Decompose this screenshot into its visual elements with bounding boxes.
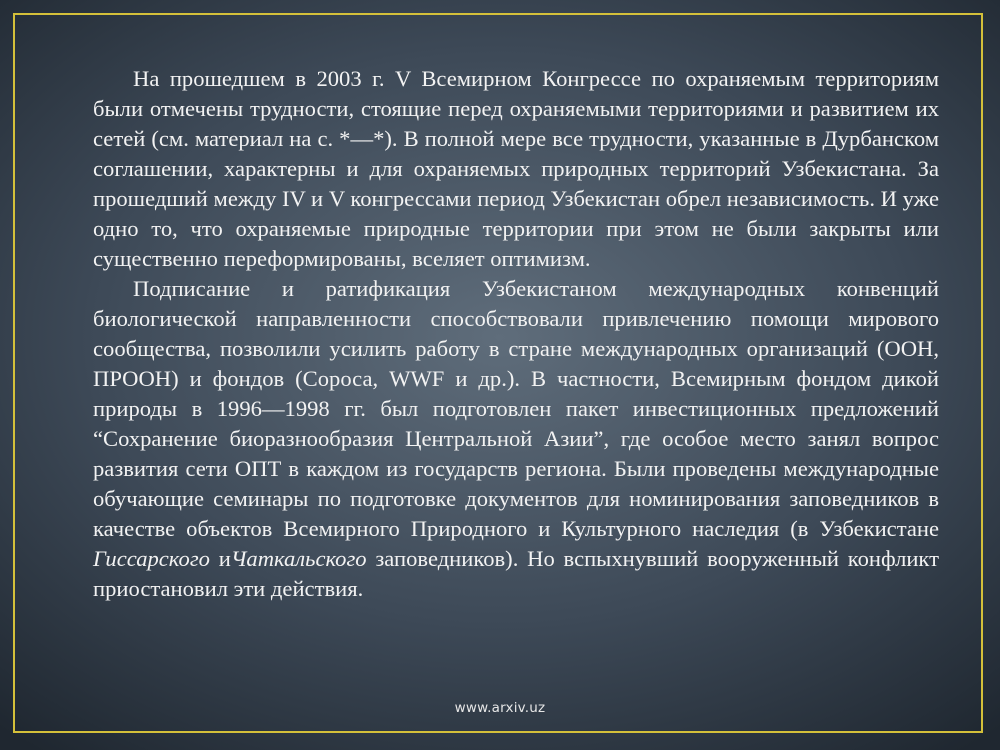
gissar-reserve-name: Гиссарского xyxy=(93,546,210,571)
paragraph-1-text: На прошедшем в 2003 г. V Всемирном Конгрессе по охраняемым территориям были отмечены трудности, стоящие перед охраняемыми территориями и развитием их сетей (см. материал на с. *—*). В полной мере все трудности, указанные в Дурбанском соглашении, характерны и для охраняемых природных территорий Узбекистана. За прошедший между IV и V конгрессами период Узбекистан обрел независимость. И уже одно то, что охраняемые природные территории при этом не были закрыты или существенно переформированы, вселяет оптимизм. xyxy=(93,66,939,271)
paragraph-2-connector: и xyxy=(209,546,231,571)
footer-url: www.arxiv.uz xyxy=(454,700,546,716)
paragraph-2-text-before: Подписание и ратификация Узбекистаном международных конвенций биологической направленности способствовали привлечению помощи мирового сообщества, позволили усилить работу в стране международных организаций (ООН, ПРООН) и фондов (Сороса, WWF и др.). В частности, Всемирным фондом дикой природы в 1996—1998 гг. был подготовлен пакет инвестиционных предложений “Сохранение биоразнообразия Центральной Азии”, где особое место занял вопрос развития сети ОПТ в каждом из государств региона. Были проведены международные обучающие семинары по подготовке документов для номинирования заповедников в качестве объектов Всемирного Природного и Культурного наследия (в Узбекистане xyxy=(93,276,939,541)
chatkal-reserve-name: Чаткальского xyxy=(230,546,367,571)
paragraph-2-text-after: заповедников). Но вспыхнувший вооруженный конфликт приостановил эти действия. xyxy=(93,546,939,601)
paragraph-2 xyxy=(93,274,939,604)
paragraph-1 xyxy=(93,64,939,274)
slide-body xyxy=(93,64,939,604)
